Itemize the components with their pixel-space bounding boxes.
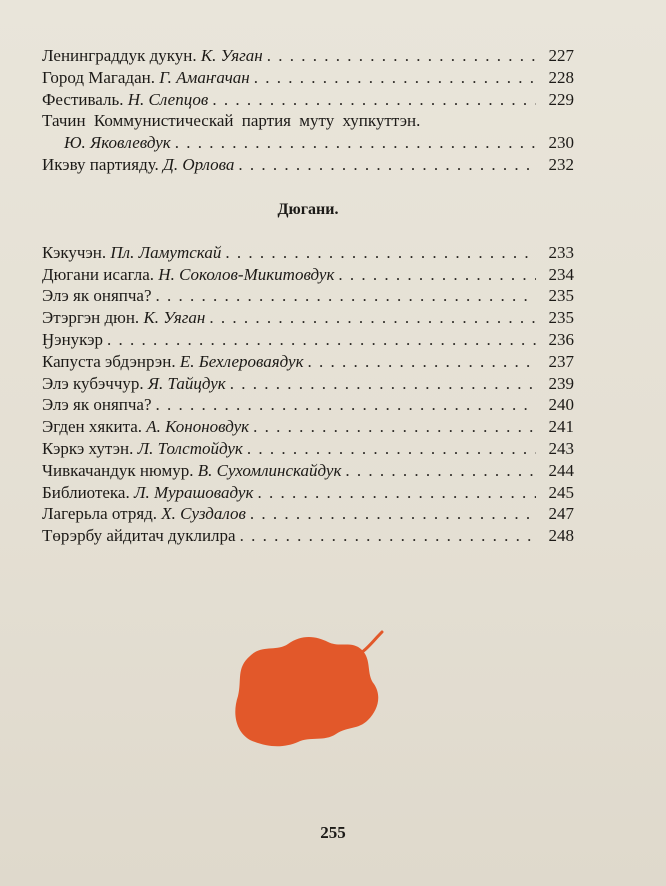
toc-entry-page: 247 bbox=[548, 504, 574, 524]
toc-entry-title: Элэ кубэччур. bbox=[42, 373, 144, 393]
toc-entry-author: Г. Амаҥачан bbox=[159, 67, 250, 87]
autumn-leaf-illustration bbox=[228, 622, 398, 752]
toc-entry-author: А. Кононовдук bbox=[146, 417, 250, 437]
toc-entry-author: Я. Тайцдук bbox=[147, 373, 226, 393]
toc-entry-title: Лагерьла отряд. bbox=[42, 504, 158, 524]
toc-entry-title: Ленинграддук дукун. bbox=[42, 46, 197, 65]
toc-entry bbox=[42, 45, 574, 67]
toc-entry-page: 241 bbox=[548, 417, 574, 437]
leader-dots bbox=[156, 285, 536, 307]
toc-group-1 bbox=[42, 45, 574, 110]
toc-entry-author: Л. Мурашовадук bbox=[133, 482, 254, 502]
toc-entry-page: 235 bbox=[548, 286, 574, 306]
leader-dots bbox=[247, 438, 536, 460]
toc-entry-author: К. Уяган bbox=[200, 46, 263, 65]
toc-entry bbox=[42, 67, 574, 89]
toc-entry-title: Фестиваль. bbox=[42, 89, 124, 109]
leader-dots bbox=[238, 154, 536, 176]
toc-entry-wrapped bbox=[42, 110, 574, 154]
table-of-contents bbox=[42, 45, 574, 547]
toc-entry-author: Х. Суздалов bbox=[161, 504, 246, 524]
toc-entry-page: 239 bbox=[548, 373, 574, 393]
leader-dots bbox=[308, 351, 536, 373]
toc-entry bbox=[42, 438, 574, 460]
toc-entry bbox=[42, 264, 574, 286]
toc-entry-author: К. Уяган bbox=[143, 308, 206, 328]
toc-entry bbox=[42, 525, 574, 547]
toc-entry-page: 237 bbox=[548, 351, 574, 371]
toc-entry-page: 240 bbox=[548, 395, 574, 415]
toc-entry-page: 229 bbox=[548, 89, 574, 109]
leader-dots bbox=[253, 416, 536, 438]
toc-group-1b bbox=[42, 154, 574, 176]
leaf-shape bbox=[235, 637, 378, 746]
toc-entry-title: Капуста эбдэнрэн. bbox=[42, 351, 176, 371]
toc-group-2 bbox=[42, 242, 574, 547]
toc-entry bbox=[42, 242, 574, 264]
leader-dots bbox=[225, 242, 536, 264]
leader-dots bbox=[250, 503, 536, 525]
toc-entry bbox=[42, 351, 574, 373]
toc-entry-title: Библиотека. bbox=[42, 482, 130, 502]
toc-entry-title: Кэркэ хутэн. bbox=[42, 438, 134, 458]
leader-dots bbox=[230, 373, 536, 395]
toc-entry bbox=[42, 503, 574, 525]
section-title: Дюгани. bbox=[277, 200, 339, 218]
toc-entry-page: 228 bbox=[548, 67, 574, 87]
toc-entry bbox=[42, 482, 574, 504]
toc-entry bbox=[42, 307, 574, 329]
toc-entry-title: Ӈэнукэр bbox=[42, 329, 104, 349]
toc-entry bbox=[42, 373, 574, 395]
toc-entry-author: Н. Слепцов bbox=[127, 89, 209, 109]
toc-entry-author: Н. Соколов-Микитовдук bbox=[158, 264, 335, 284]
toc-entry-author: В. Сухомлинскайдук bbox=[197, 460, 342, 480]
toc-entry-page: 230 bbox=[548, 133, 574, 153]
toc-entry-page: 245 bbox=[548, 482, 574, 502]
toc-entry-title: Дюгани исагла. bbox=[42, 264, 155, 284]
toc-entry-title: Элэ як оняпча? bbox=[42, 286, 152, 306]
leader-dots bbox=[338, 264, 536, 286]
leader-dots bbox=[107, 329, 536, 351]
leaf-stem bbox=[362, 632, 382, 652]
leader-dots bbox=[257, 482, 536, 504]
toc-entry bbox=[42, 154, 574, 176]
toc-entry-page: 233 bbox=[548, 242, 574, 262]
toc-entry-page: 248 bbox=[548, 526, 574, 546]
leader-dots bbox=[267, 45, 536, 67]
leader-dots bbox=[212, 89, 536, 111]
toc-entry bbox=[42, 394, 574, 416]
toc-entry-title: Эгден хякита. bbox=[42, 417, 142, 437]
leader-dots bbox=[240, 525, 536, 547]
toc-entry bbox=[42, 89, 574, 111]
toc-entry-page: 244 bbox=[548, 460, 574, 480]
toc-entry-author: Пл. Ламутскай bbox=[110, 242, 222, 262]
toc-entry bbox=[42, 285, 574, 307]
toc-entry-title: Кэкучэн. bbox=[42, 242, 107, 262]
toc-entry-author: Л. Толстойдук bbox=[137, 438, 243, 458]
toc-entry-author: Д. Орлова bbox=[163, 154, 235, 174]
toc-entry-page: 236 bbox=[548, 329, 574, 349]
page-number: 255 bbox=[320, 823, 346, 842]
toc-entry-title: Этэргэн дюн. bbox=[42, 308, 140, 328]
toc-entry-author: Е. Бехлероваядук bbox=[179, 351, 304, 371]
toc-entry-author: Ю. Яковлевдук bbox=[64, 133, 171, 153]
toc-entry-page: 232 bbox=[548, 154, 574, 174]
toc-entry-title: Элэ як оняпча? bbox=[42, 395, 152, 415]
toc-entry bbox=[42, 416, 574, 438]
toc-entry bbox=[42, 460, 574, 482]
toc-entry-title: Чивкачандук нюмур. bbox=[42, 460, 194, 480]
toc-entry-page: 234 bbox=[548, 264, 574, 284]
toc-entry-page: 227 bbox=[548, 46, 574, 65]
toc-entry-title: Икэву партияду. bbox=[42, 154, 159, 174]
leader-dots bbox=[345, 460, 536, 482]
leader-dots bbox=[156, 394, 536, 416]
toc-entry-page: 235 bbox=[548, 308, 574, 328]
toc-entry-page: 243 bbox=[548, 438, 574, 458]
leader-dots bbox=[175, 132, 536, 154]
toc-entry-title: Төрэрбу айдитач дуклилра bbox=[42, 526, 236, 546]
toc-entry-title: Город Магадан. bbox=[42, 67, 155, 87]
toc-entry bbox=[42, 329, 574, 351]
leader-dots bbox=[209, 307, 536, 329]
toc-entry-title: Тачин Коммунистическай партия муту хупкуттэн. bbox=[42, 111, 421, 131]
leader-dots bbox=[254, 67, 536, 89]
